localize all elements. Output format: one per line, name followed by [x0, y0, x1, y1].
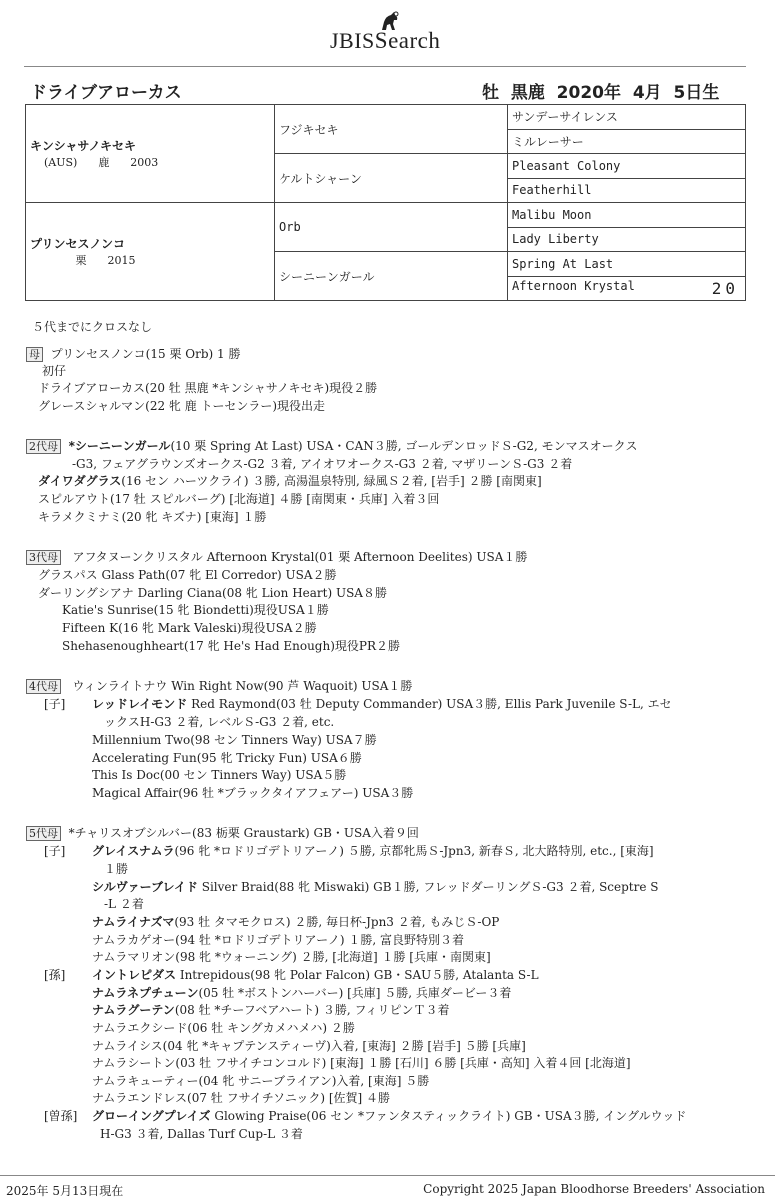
logo-text-jbis: JBIS [330, 28, 375, 53]
dam-head: 母 プリンセスノンコ(15 栗 Orb) 1 勝 [26, 346, 240, 363]
g5-s2: ナムラネプチューン(05 牡 *ボストンハーバー) [兵庫] ５勝, 兵庫ダービー３着 [92, 986, 512, 1000]
g5-s6: ナムラシートン(03 牡 フサイチコンコルド) [東海] １勝 [石川] ６勝 [兵庫・高知] 入着４回 [北海道] [92, 1056, 631, 1070]
g3-line-5: Shehasenoughheart(17 牝 He's Had Enough)現役PR２勝 [62, 639, 401, 653]
g4-line-5: Magical Affair(96 牡 *ブラックタイアフェアー) USA３勝 [92, 786, 414, 800]
g5-h1: グローイングプレイズ Glowing Praise(06 セン *ファンタスティックライト) GB・USA３勝, イングルウッド [92, 1109, 687, 1123]
g4-ko: [子] [44, 697, 66, 711]
horse-name: ドライブアローカス [30, 83, 182, 103]
footer-date: 2025年 5月13日現在 [6, 1184, 124, 1198]
tag-g3: 3代母 [26, 550, 61, 565]
sire-name: キンシャサノキセキ [30, 139, 137, 153]
pedigree-sds[interactable]: Pleasant Colony [508, 154, 746, 179]
logo-text-search: Search [374, 28, 441, 53]
g4-line-1: レッドレイモンド Red Raymond(03 牡 Deputy Commander) USA３勝, Ellis Park Juvenile S-L, エセ [92, 697, 672, 711]
g5-s8: ナムラエンドレス(07 牡 フサイチソニック) [佐賀] ４勝 [92, 1091, 391, 1105]
g2-line-3: キラメクミナミ(20 牝 キズナ) [東海] １勝 [38, 510, 267, 524]
pedigree-dam[interactable] [26, 203, 275, 301]
g4-line-1b: ックスH-G3 ２着, レベルＳ-G3 ２着, etc. [104, 715, 335, 729]
g4-line-2: Millennium Two(98 セン Tinners Way) USA７勝 [92, 733, 377, 747]
pedigree-sire[interactable] [26, 105, 275, 203]
g5-c2: シルヴァーブレイド Silver Braid(88 牝 Miswaki) GB１勝, フレッドダーリングＳ-G3 ２着, Sceptre S [92, 880, 659, 894]
g5-c5: ナムラマリオン(98 牝 *ウォーニング) ２勝, [北海道] １勝 [兵庫・南関東] [92, 950, 491, 964]
footer-divider [0, 1175, 775, 1176]
header-divider [24, 66, 746, 67]
cross-note: ５代までにクロスなし [32, 320, 153, 334]
pedigree-sire-dam[interactable]: ケルトシャーン [275, 154, 508, 203]
tag-dam: 母 [26, 347, 43, 362]
g5-s4: ナムラエクシード(06 牡 キングカメハメハ) ２勝 [92, 1021, 355, 1035]
g5-c1: グレイスナムラ(96 牝 *ロドリゴデトリアーノ) ５勝, 京都牝馬Ｓ-Jpn3, 新春Ｓ, 北大路特別, etc., [東海] [92, 844, 654, 858]
g3-line-1: グラスパス Glass Path(07 牝 El Corredor) USA２勝 [38, 568, 337, 582]
pedigree-ddd[interactable] [508, 276, 746, 301]
g3-line-2: ダーリングシアナ Darling Ciana(08 牝 Lion Heart) USA８勝 [38, 586, 387, 600]
dam-name: プリンセスノンコ [30, 237, 126, 251]
pedigree-sire-sire[interactable]: フジキセキ [275, 105, 508, 154]
pedigree-sss[interactable]: サンデーサイレンス [508, 105, 746, 130]
g4-line-3: Accelerating Fun(95 牝 Tricky Fun) USA６勝 [92, 751, 362, 765]
g5-ko: [子] [44, 844, 66, 858]
dam-line-1: 初仔 [42, 364, 67, 378]
pedigree-dsd[interactable]: Lady Liberty [508, 227, 746, 252]
dam-sub: 栗 2015 [44, 254, 136, 267]
footer-copyright: Copyright 2025 Japan Bloodhorse Breeders' Association [423, 1182, 765, 1196]
pedigree-sdd[interactable]: Featherhill [508, 178, 746, 203]
g2-head: 2代母 *シーニーンガール(10 栗 Spring At Last) USA・CAN３勝, ゴールデンロッドＳ-G2, モンマスオークス [26, 438, 637, 455]
tag-g5: 5代母 [26, 826, 61, 841]
horse-info: 牡 黒鹿 2020年 4月 5日生 [482, 83, 720, 103]
g2-head2: -G3, フェアグラウンズオークス-G2 ３着, アイオワオークス-G3 ２着, マザリーンＳ-G3 ２着 [72, 457, 573, 471]
g5-s1: イントレピダス Intrepidous(98 牝 Polar Falcon) GB・SAU５勝, Atalanta S-L [92, 968, 539, 982]
pedigree-dam-dam[interactable]: シーニーンガール [275, 252, 508, 301]
g2-line-1: ダイワダグラス(16 セン ハーツクライ) ３勝, 高湯温泉特別, 緑風Ｓ２着, [岩手] ２勝 [南関東] [38, 474, 542, 488]
pedigree-table [25, 104, 746, 301]
pedigree-dss[interactable]: Malibu Moon [508, 203, 746, 228]
g2-line-2: スピルアウト(17 牡 スピルバーグ) [北海道] ４勝 [南関東・兵庫] 入着３回 [38, 492, 440, 506]
g5-s5: ナムライシス(04 牝 *キャプテンスティーヴ)入着, [東海] ２勝 [岩手] ５勝 [兵庫] [92, 1039, 526, 1053]
tag-g2: 2代母 [26, 439, 61, 454]
pedigree-dds[interactable]: Spring At Last [508, 252, 746, 277]
g5-c2b: -L ２着 [104, 897, 144, 911]
dam-line-2: ドライブアローカス(20 牡 黒鹿 *キンシャサノキセキ)現役２勝 [38, 381, 378, 395]
g5-c3: ナムライナズマ(93 牡 タマモクロス) ２勝, 毎日杯-Jpn3 ２着, もみじＳ-OP [92, 915, 500, 929]
pedigree-ssd[interactable]: ミルレーサー [508, 129, 746, 154]
dam-line-3: グレースシャルマン(22 牝 鹿 トーセンラー)現役出走 [38, 399, 325, 413]
g5-s3: ナムラグーテン(08 牡 *チーフベアハート) ３勝, フィリピンＴ３着 [92, 1003, 450, 1017]
jbis-logo[interactable] [330, 10, 460, 54]
g3-line-3: Katie's Sunrise(15 牝 Biondetti)現役USA１勝 [62, 603, 329, 617]
tag-g4: 4代母 [26, 679, 61, 694]
g5-c4: ナムラカゲオー(94 牡 *ロドリゴデトリアーノ) １勝, 富良野特別３着 [92, 933, 465, 947]
pedigree-dam-sire[interactable]: Orb [275, 203, 508, 252]
g5-son: [孫] [44, 968, 66, 982]
g5-head: 5代母 *チャリスオブシルバー(83 栃栗 Graustark) GB・USA入着９回 [26, 825, 419, 842]
inbreed-number: 20 [711, 278, 739, 298]
g4-line-4: This Is Doc(00 セン Tinners Way) USA５勝 [92, 768, 347, 782]
sire-sub: (AUS) 鹿 2003 [44, 156, 159, 169]
g5-c1b: １勝 [104, 862, 129, 876]
g3-head: 3代母 アフタヌーンクリスタル Afternoon Krystal(01 栗 Afternoon Deelites) USA１勝 [26, 549, 527, 566]
g5-hi: [曽孫] [44, 1109, 78, 1123]
g5-s7: ナムラキューティー(04 牝 サニーブライアン)入着, [東海] ５勝 [92, 1074, 430, 1088]
g5-h1b: H-G3 ３着, Dallas Turf Cup-L ３着 [100, 1127, 303, 1141]
g4-head: 4代母 ウィンライトナウ Win Right Now(90 芦 Waquoit) USA１勝 [26, 678, 412, 695]
ddd-name: Afternoon Krystal [512, 278, 635, 293]
g3-line-4: Fifteen K(16 牝 Mark Valeski)現役USA２勝 [62, 621, 317, 635]
